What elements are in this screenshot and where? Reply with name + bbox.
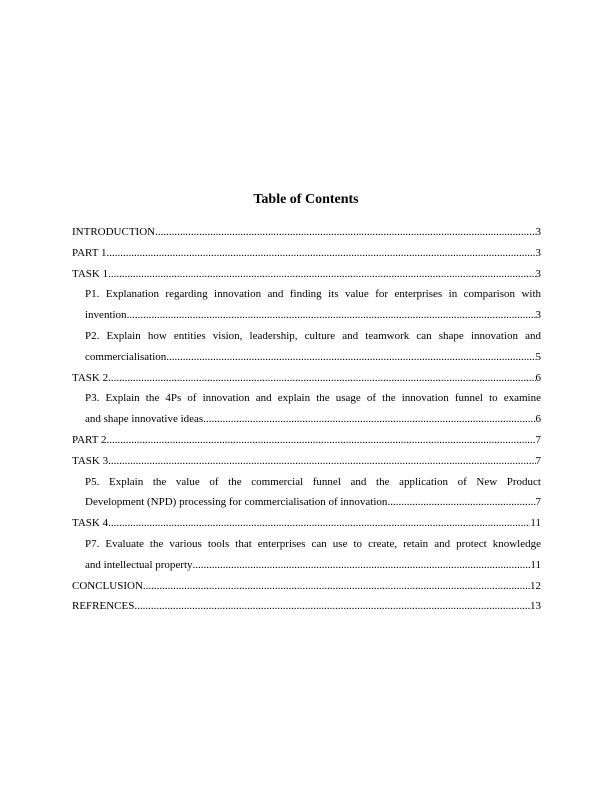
toc-entry-task-2[interactable]: TASK 2 ..... 6 (72, 368, 541, 389)
toc-entry-p2[interactable]: P2. Explain how entities vision, leadership, culture and teamwork can shape innovation and commercialisation ..... 5 (72, 326, 541, 368)
table-of-contents (72, 222, 541, 617)
toc-entry-task-4[interactable]: TASK 4 ..... 11 (72, 513, 541, 534)
toc-entry-p3[interactable]: P3. Explain the 4Ps of innovation and explain the usage of the innovation funnel to examine and shape innovative ideas ..... 6 (72, 388, 541, 430)
toc-entry-p7[interactable]: P7. Evaluate the various tools that enterprises can use to create, retain and protect knowledge and intellectual property ..... 11 (72, 534, 541, 576)
toc-entry-introduction[interactable]: INTRODUCTION ..... 3 (72, 222, 541, 243)
toc-entry-p5[interactable]: P5. Explain the value of the commercial funnel and the application of New Product Development (NPD) processing for commercialisation of innovation ..... 7 (72, 472, 541, 514)
toc-entry-p1[interactable]: P1. Explanation regarding innovation and finding its value for enterprises in comparison with invention ..... 3 (72, 284, 541, 326)
toc-entry-part-1[interactable]: PART 1 ..... 3 (72, 243, 541, 264)
toc-entry-references[interactable]: REFRENCES ..... 13 (72, 596, 541, 617)
toc-title: Table of Contents (253, 192, 359, 207)
toc-entry-task-1[interactable]: TASK 1 ..... 3 (72, 264, 541, 285)
toc-entry-task-3[interactable]: TASK 3 ..... 7 (72, 451, 541, 472)
toc-entry-conclusion[interactable]: CONCLUSION ..... 12 (72, 576, 541, 597)
toc-entry-part-2[interactable]: PART 2 ..... 7 (72, 430, 541, 451)
